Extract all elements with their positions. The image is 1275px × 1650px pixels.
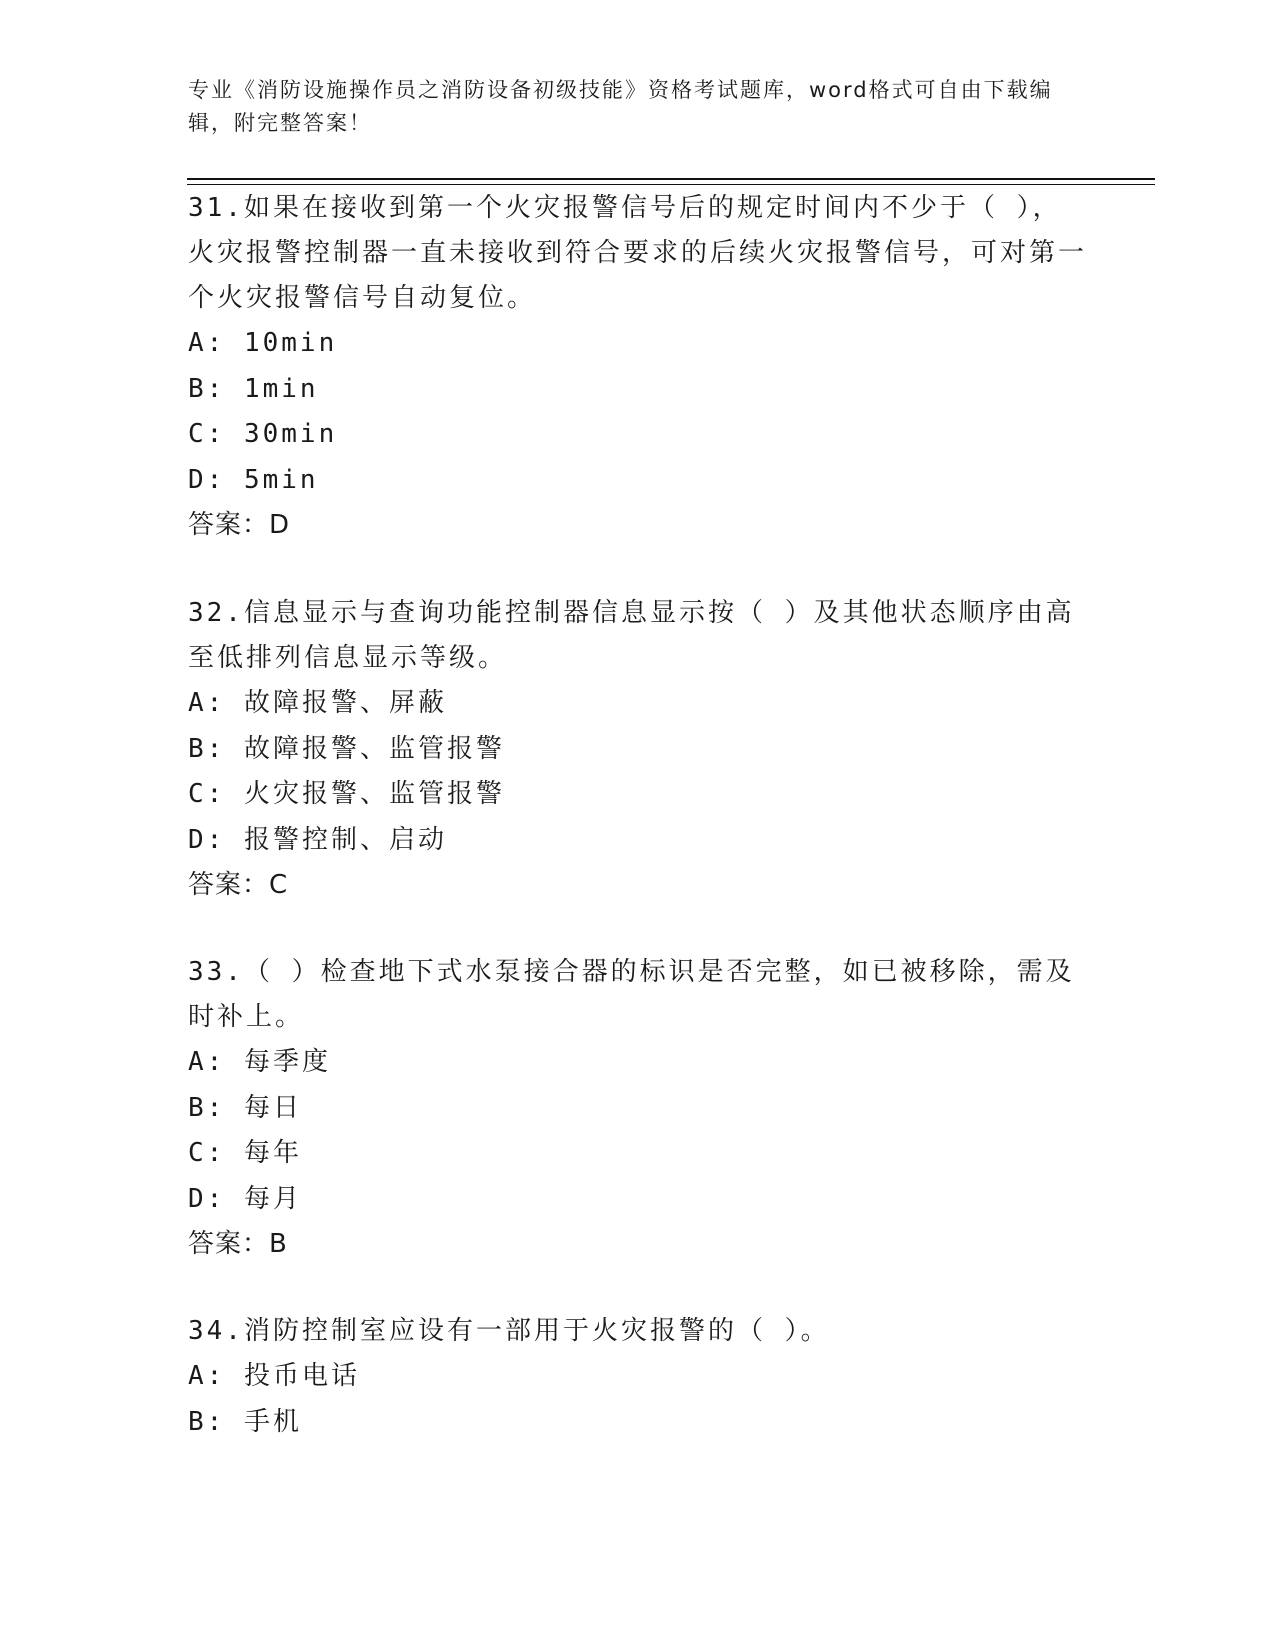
header-rule-thick: [187, 178, 1155, 180]
option-b: B: 每日: [188, 1092, 302, 1123]
question-31: [188, 186, 1088, 548]
option-a: A: 10min: [188, 328, 338, 358]
option-c: C: 每年: [188, 1138, 302, 1168]
option-a: A: 投币电话: [188, 1361, 360, 1391]
answer: 答案：C: [188, 870, 289, 900]
question-32: [188, 591, 1088, 908]
option-b: B: 1min: [188, 373, 319, 404]
question-stem: 32.信息显示与查询功能控制器信息显示按（ ）及其他状态顺序由高至低排列信息显示等级。: [188, 598, 1075, 673]
option-c: C: 30min: [188, 419, 338, 449]
option-a: A: 故障报警、屏蔽: [188, 688, 447, 718]
option-d: D: 5min: [188, 464, 319, 495]
option-a: A: 每季度: [188, 1047, 331, 1077]
question-stem: 31.如果在接收到第一个火灾报警信号后的规定时间内不少于（ ），火灾报警控制器一直未接收到符合要求的后续火灾报警信号，可对第一个火灾报警信号自动复位。: [188, 193, 1088, 313]
option-b: B: 手机: [188, 1406, 302, 1437]
question-34: [188, 1309, 1088, 1445]
question-stem: 33.（ ）检查地下式水泵接合器的标识是否完整，如已被移除，需及时补上。: [188, 957, 1075, 1032]
option-b: B: 故障报警、监管报警: [188, 733, 505, 764]
page-header: 专业《消防设施操作员之消防设备初级技能》资格考试题库，word格式可自由下载编辑，附完整答案！: [188, 78, 1053, 135]
option-c: C: 火灾报警、监管报警: [188, 779, 505, 809]
answer: 答案：D: [188, 510, 291, 540]
option-d: D: 每月: [188, 1183, 302, 1214]
header-rule-thin: [187, 184, 1155, 185]
option-d: D: 报警控制、启动: [188, 824, 447, 855]
answer: 答案：B: [188, 1229, 288, 1259]
question-33: [188, 950, 1088, 1267]
question-stem: 34.消防控制室应设有一部用于火灾报警的（ ）。: [188, 1316, 830, 1346]
